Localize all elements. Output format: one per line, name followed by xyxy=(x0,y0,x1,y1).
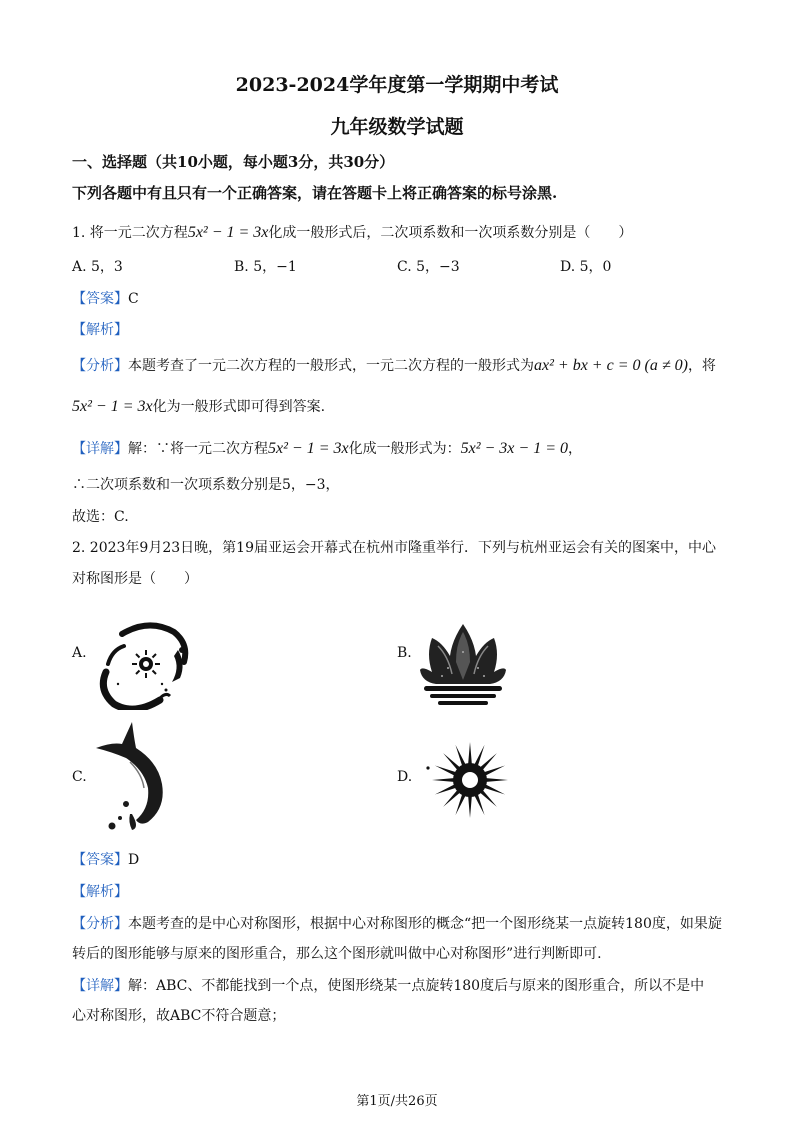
q2-answer-tag: 【答案】 xyxy=(72,852,128,868)
page-title: 2023-2024学年度第一学期期中考试 xyxy=(235,74,559,96)
q1-option-c: C. 5，−3 xyxy=(397,259,460,275)
q1-analysis-tag: 【解析】 xyxy=(72,322,128,338)
q2-analysis-tag: 【解析】 xyxy=(72,884,128,900)
q1-xiangjie-text-3: ， xyxy=(567,441,582,457)
q2-fenxi-tag: 【分析】 xyxy=(72,916,128,932)
q1-stem-pre: 1. 将一元二次方程 xyxy=(72,225,188,241)
q2-option-d-letter: D. xyxy=(397,769,413,785)
q2-option-a-letter: A. xyxy=(72,645,87,661)
lotus-emblem-icon xyxy=(418,622,508,707)
q1-xiangjie-text-2: 化成一般形式为： xyxy=(348,441,461,457)
q1-conclusion: ∴二次项系数和一次项系数分别是5，−3， xyxy=(72,477,340,493)
dragon-sun-emblem-icon xyxy=(94,620,194,710)
q2-fenxi-text: 本题考查的是中心对称图形，根据中心对称图形的概念“把一个图形绕某一点旋转180度，如果旋 xyxy=(128,916,722,932)
q1-xiangjie-result: 5x² − 3x − 1 = 0 xyxy=(460,440,568,457)
section-heading: 一、选择题（共10小题，每小题3分，共30分） xyxy=(72,153,395,171)
q2-fenxi-line2: 转后的图形能够与原来的图形重合，那么这个图形就叫做中心对称图形”进行判断即可. xyxy=(72,946,602,962)
dolphin-emblem-icon xyxy=(92,718,172,833)
q1-equation: 5x² − 1 = 3x xyxy=(187,224,269,241)
q1-answer xyxy=(72,288,139,308)
q2-option-b-letter: B. xyxy=(397,645,412,661)
q1-answer-tag: 【答案】 xyxy=(72,291,128,307)
q2-xiangjie-line1 xyxy=(72,975,704,995)
q2-stem-line1: 2. 2023年9月23日晚，第19届亚运会开幕式在杭州市隆重举行．下列与杭州亚运会有关的图案中，中心 xyxy=(72,540,716,556)
q1-choose: 故选：C. xyxy=(72,509,129,525)
page-subtitle: 九年级数学试题 xyxy=(330,116,464,138)
q1-fenxi-formula: ax² + bx + c = 0 (a ≠ 0) xyxy=(534,357,688,374)
q2-xiangjie-tag: 【详解】 xyxy=(72,978,128,994)
q1-stem xyxy=(72,222,632,242)
sun-emblem-icon xyxy=(424,736,514,826)
q1-fenxi-text-3: 化为一般形式即可得到答案. xyxy=(152,399,326,415)
q1-xiangjie xyxy=(72,438,582,458)
q2-answer-value: D xyxy=(128,852,140,868)
q2-fenxi-line1 xyxy=(72,913,722,933)
page-number: 第1页/共26页 xyxy=(356,1094,438,1109)
q1-fenxi-text-2: ，将 xyxy=(687,358,716,374)
q2-xiangjie-line2: 心对称图形，故ABC不符合题意； xyxy=(72,1008,286,1024)
q1-stem-post: 化成一般形式后，二次项系数和一次项系数分别是（ ） xyxy=(268,225,633,241)
q1-answer-value: C xyxy=(128,291,139,307)
q2-xiangjie-text: 解：ABC、不都能找到一个点，使图形绕某一点旋转180度后与原来的图形重合，所以不是中 xyxy=(128,978,705,994)
q1-xiangjie-text-1: 解：∵将一元二次方程 xyxy=(128,441,268,457)
q1-fenxi xyxy=(72,355,716,375)
q2-stem-line2: 对称图形是（ ） xyxy=(72,571,198,587)
q1-xiangjie-tag: 【详解】 xyxy=(72,441,128,457)
q1-fenxi-tag: 【分析】 xyxy=(72,358,128,374)
q1-fenxi-equation: 5x² − 1 = 3x xyxy=(72,398,153,415)
q1-fenxi-text-1: 本题考查了一元二次方程的一般形式，一元二次方程的一般形式为 xyxy=(128,358,534,374)
q1-option-b: B. 5，−1 xyxy=(234,259,297,275)
q1-option-d: D. 5，0 xyxy=(560,259,612,275)
section-instruction: 下列各题中有且只有一个正确答案，请在答题卡上将正确答案的标号涂黑. xyxy=(72,184,558,202)
q2-option-c-letter: C. xyxy=(72,769,87,785)
q1-fenxi-line2 xyxy=(72,396,325,416)
q1-option-a: A. 5，3 xyxy=(72,259,123,275)
q1-xiangjie-equation: 5x² − 1 = 3x xyxy=(268,440,349,457)
q2-answer xyxy=(72,849,139,869)
